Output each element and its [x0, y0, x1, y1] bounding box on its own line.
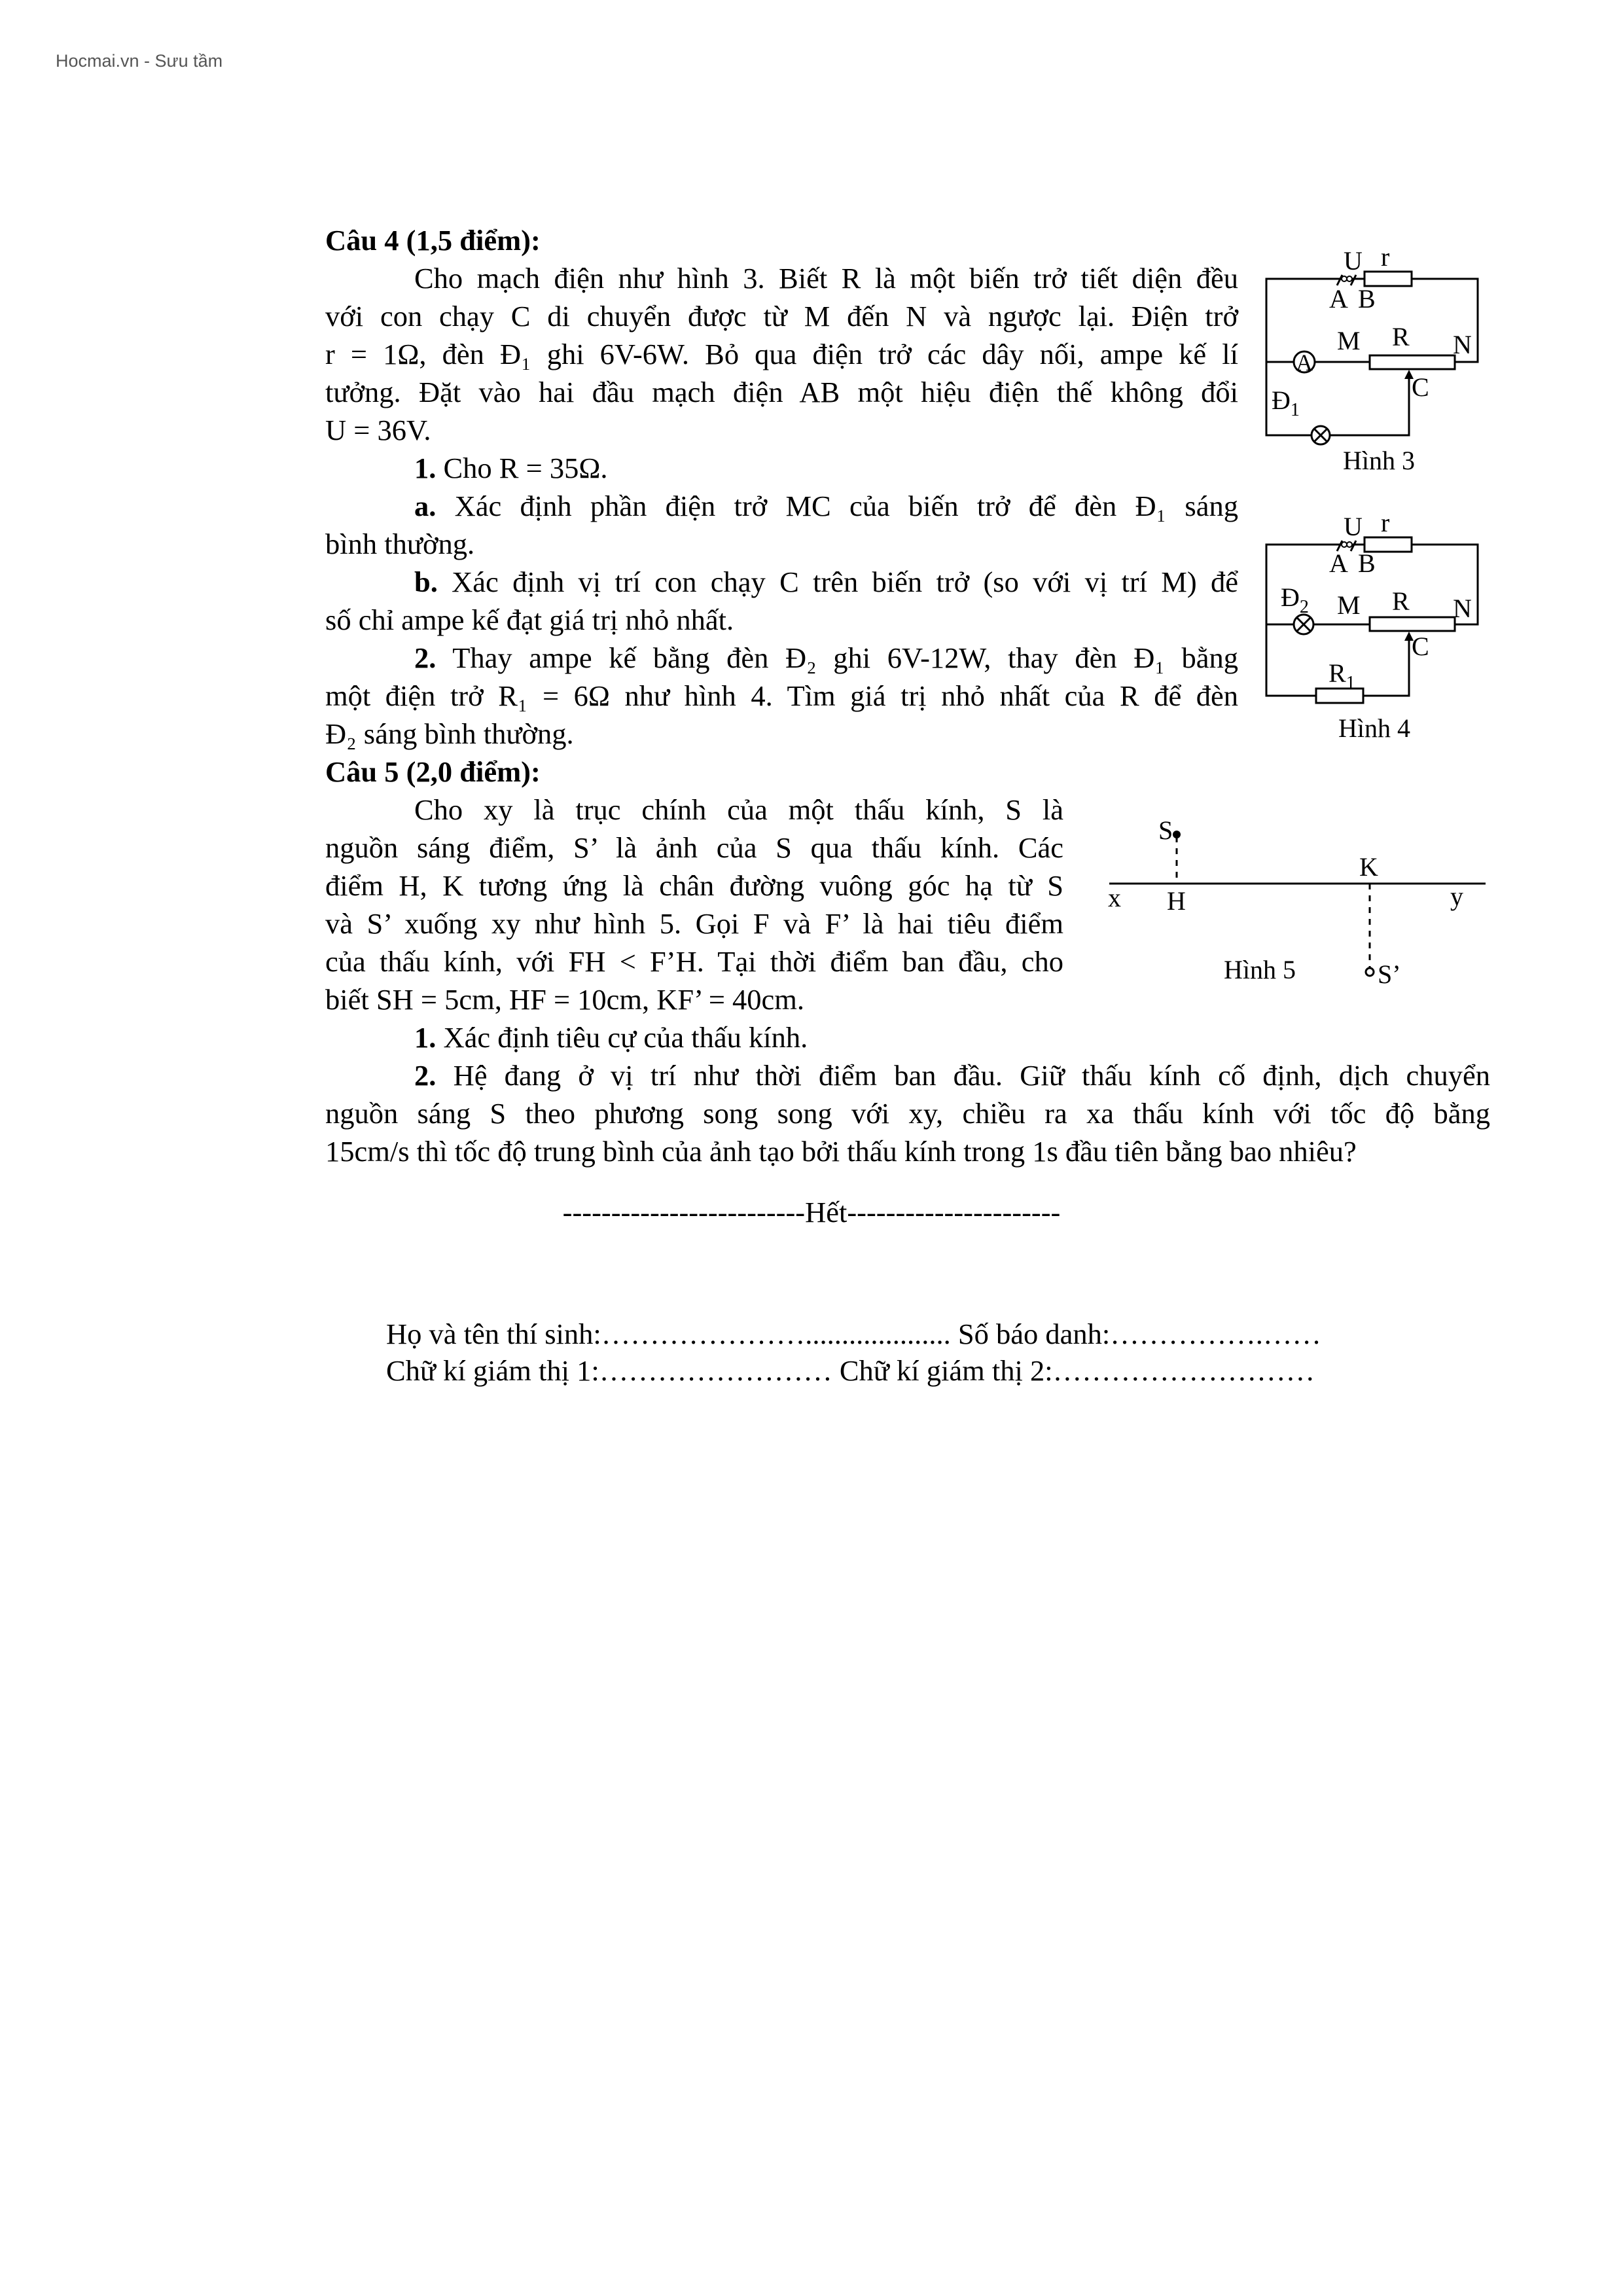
fig5-label-x: x	[1108, 883, 1121, 912]
fig3-label-r: r	[1381, 249, 1390, 272]
fig5-label-k: K	[1359, 852, 1378, 882]
fig4-label-a: A	[1329, 548, 1348, 578]
fig3-label-a: A	[1329, 284, 1348, 314]
fig4-label-n: N	[1453, 594, 1472, 623]
question-4	[325, 221, 1238, 753]
q4-intro-line: U = 36V.	[325, 414, 431, 446]
q4-part2-label: 2.	[414, 641, 437, 674]
fig5-label-y: y	[1450, 882, 1463, 911]
figure-3-caption: Hình 3	[1343, 446, 1415, 475]
fig3-label-u: U	[1344, 249, 1363, 276]
fig5-label-h: H	[1167, 886, 1186, 916]
fig5-label-s-prime: S’	[1378, 960, 1401, 989]
q4-part-a-line: Xác định phần điện trở MC của biến trở để đèn Đ₁ sáng	[454, 490, 1238, 522]
question-5-title: Câu 5 (2,0 điểm):	[325, 755, 541, 788]
figure-5-caption: Hình 5	[1224, 955, 1296, 984]
q4-part-b-label: b.	[414, 565, 438, 598]
q5-part1-text: Xác định tiêu cự của thấu kính.	[443, 1021, 808, 1054]
figure-5-optics	[1090, 812, 1495, 1001]
q4-intro-line: tưởng. Đặt vào hai đầu mạch điện AB một hiệu điện thế không đổi	[325, 376, 1238, 408]
end-marker: -------------------------Hết----------------------	[562, 1196, 1061, 1229]
fig3-label-c: C	[1412, 372, 1429, 402]
fig5-label-s: S	[1158, 816, 1173, 845]
q5-intro-line: Cho xy là trục chính của một thấu kính, S là	[414, 793, 1063, 826]
q4-part-b-line: số chỉ ampe kế đạt giá trị nhỏ nhất.	[325, 603, 734, 636]
figure-4-caption: Hình 4	[1338, 713, 1410, 743]
fig4-label-u: U	[1344, 514, 1363, 541]
fig3-label-n: N	[1453, 330, 1472, 359]
q5-part2-line: nguồn sáng S theo phương song song với xy, chiều ra xa thấu kính với tốc độ bằng	[325, 1097, 1490, 1130]
watermark: Hocmai.vn - Sưu tầm	[56, 51, 223, 71]
q4-part1-text: Cho R = 35Ω.	[443, 452, 608, 484]
proctor-signature-line: Chữ kí giám thị 1:…………………… Chữ kí giám thị 2:………………………	[386, 1354, 1315, 1387]
q4-part1-label: 1.	[414, 452, 437, 484]
source-point	[1173, 831, 1181, 838]
image-point	[1366, 968, 1374, 976]
fig3-label-rr: R	[1392, 322, 1410, 351]
question-4-title: Câu 4 (1,5 điểm):	[325, 224, 541, 257]
fig4-label-c: C	[1412, 632, 1429, 661]
q5-intro-line: biết SH = 5cm, HF = 10cm, KF’ = 40cm.	[325, 983, 805, 1016]
q4-intro-line: Cho mạch điện như hình 3. Biết R là một biến trở tiết diện đều	[414, 262, 1238, 295]
fig4-label-m: M	[1337, 590, 1361, 620]
figure-3-circuit	[1253, 249, 1489, 484]
candidate-info-line: Họ và tên thí sinh:………………….................... Số báo danh:…………….……	[386, 1318, 1321, 1350]
q4-part-a-line: bình thường.	[325, 528, 475, 560]
q5-part2-label: 2.	[414, 1059, 437, 1092]
fig4-label-rr: R	[1392, 586, 1410, 616]
q5-intro-line: và S’ xuống xy như hình 5. Gọi F và F’ là hai tiêu điểm	[325, 907, 1063, 940]
q5-intro-line: điểm H, K tương ứng là chân đường vuông góc hạ từ S	[325, 869, 1063, 902]
q4-part2-line: Thay ampe kế bằng đèn Đ₂ ghi 6V-12W, thay đèn Đ₁ bằng	[452, 641, 1238, 674]
fig4-label-r: r	[1381, 514, 1390, 537]
q4-intro-line: với con chạy C di chuyển được từ M đến N và ngược lại. Điện trở	[325, 300, 1238, 332]
q5-intro-line: của thấu kính, với FH < F’H. Tại thời điểm ban đầu, cho	[325, 945, 1063, 978]
ammeter-icon: A	[1296, 350, 1313, 376]
q5-part2-line: 15cm/s thì tốc độ trung bình của ảnh tạo bởi thấu kính trong 1s đầu tiên bằng bao nhiêu?	[325, 1135, 1357, 1168]
fig3-label-m: M	[1337, 326, 1361, 355]
figure-4-circuit	[1253, 514, 1489, 750]
q5-part2-line: Hệ đang ở vị trí như thời điểm ban đầu. Giữ thấu kính cố định, dịch chuyển	[453, 1059, 1490, 1092]
fig4-label-b: B	[1358, 548, 1376, 578]
q4-intro-line: r = 1Ω, đèn Đ₁ ghi 6V-6W. Bỏ qua điện trở các dây nối, ampe kế lí	[325, 338, 1238, 370]
q4-part-a-label: a.	[414, 490, 437, 522]
q4-part-b-line: Xác định vị trí con chạy C trên biến trở (so với vị trí M) để	[452, 565, 1238, 598]
q4-part2-line: Đ₂ sáng bình thường.	[325, 717, 574, 750]
q5-part1-label: 1.	[414, 1021, 437, 1054]
fig4-label-r1: $R_1$	[1329, 658, 1355, 693]
fig3-label-b: B	[1358, 284, 1376, 314]
q4-part2-line: một điện trở R₁ = 6Ω như hình 4. Tìm giá trị nhỏ nhất của R để đèn	[325, 679, 1238, 712]
fig3-label-lamp: $Đ_1$	[1272, 386, 1300, 420]
fig4-label-lamp: $Đ_2$	[1281, 583, 1309, 617]
q5-intro-line: nguồn sáng điểm, S’ là ảnh của S qua thấu kính. Các	[325, 831, 1063, 864]
